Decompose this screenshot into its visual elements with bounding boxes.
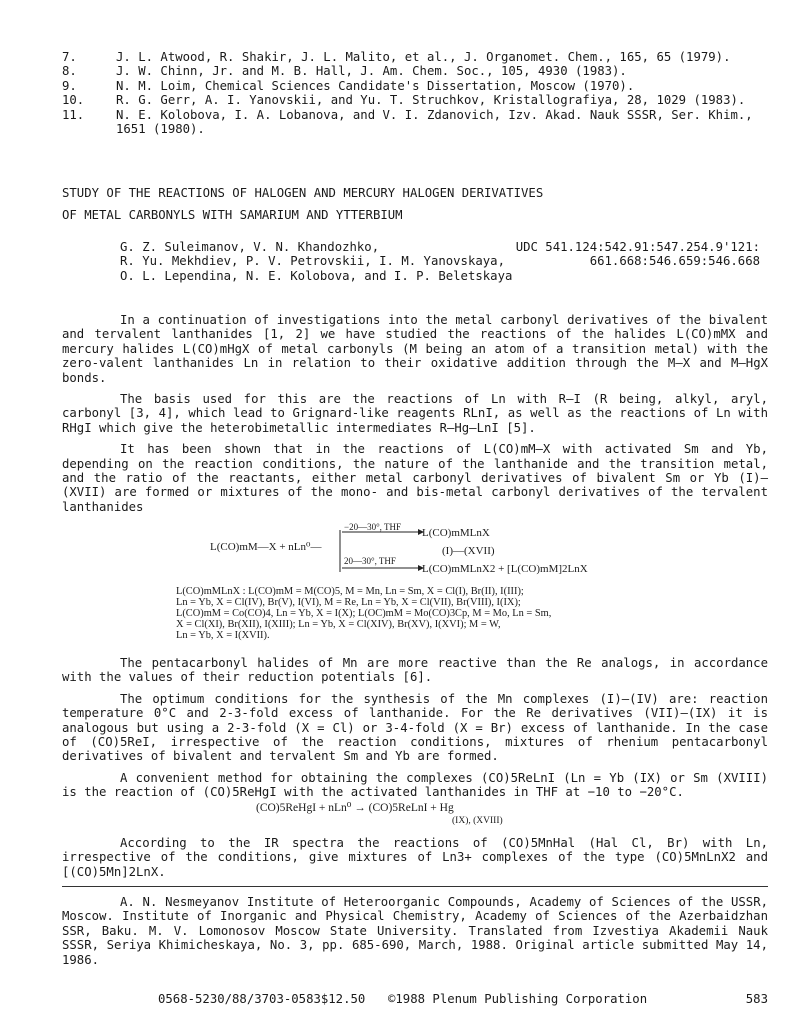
paragraph-reactivity: The pentacarbonyl halides of Mn are more reactive than the Re analogs, in accordance with the values of their reduction potentials [6]. xyxy=(62,656,768,685)
reference-text: R. G. Gerr, A. I. Yanovskii, and Yu. T. Struchkov, Kristallografiya, 28, 1029 (1983). xyxy=(116,93,746,108)
body-text-1 xyxy=(62,313,768,521)
reference-item xyxy=(62,50,762,64)
reference-text: N. M. Loim, Chemical Sciences Candidate's Dissertation, Moscow (1970). xyxy=(116,78,635,93)
paragraph-ir-spectra: According to the IR spectra the reactions of (CO)5MnHal (Hal Cl, Br) with Ln, irrespective of the conditions, give mixtures of Ln3+ complexes of the type (CO)5MnLnX2 and [(CO)5Mn]2LnX. xyxy=(62,836,768,879)
reference-item xyxy=(62,64,762,78)
reference-continuation: 1651 (1980). xyxy=(116,122,205,137)
paragraph-method: A convenient method for obtaining the complexes (CO)5ReLnI (Ln = Yb (IX) or Sm (XVIII) is the reaction of (CO)5ReHgI with the activated lanthanides in THF at −10 to −20°C. xyxy=(62,770,768,800)
paragraph-intro: In a continuation of investigations into the metal carbonyl derivatives of the bivalent and tervalent lanthanides [1, 2] we have studied the reactions of the halides L(CO)mMX and mercury halides L(CO)mHgX of metal carbonyls (M being an atom of a transition metal) with the zero-valent lanthanides Ln in relation to their oxidative addition through the M–X and M–HgX bonds. xyxy=(62,313,768,385)
authors-line-3: O. L. Lependina, N. E. Kolobova, and I. P. Beletskaya xyxy=(120,268,513,283)
reference-number: 9. xyxy=(62,78,77,93)
scheme-reactants: L(CO)mM—X + nLn⁰— xyxy=(210,541,322,553)
equation-labels: (IX), (XVIII) xyxy=(452,816,503,826)
scheme-condition-upper: −20—30°, THF xyxy=(344,522,402,532)
definition-line: L(CO)mM = Co(CO)4, Ln = Yb, X = I(X); L(OC)mM = Mo(CO)3Cp, M = Mo, Ln = Sm, xyxy=(176,608,552,619)
title-line-2: OF METAL CARBONYLS WITH SAMARIUM AND YTTERBIUM xyxy=(62,208,403,223)
reference-list xyxy=(62,50,762,136)
author-block xyxy=(120,240,760,283)
reaction-scheme xyxy=(202,520,632,580)
compound-definitions xyxy=(176,586,716,641)
article-code: 0568-5230/88/3703-0583$12.50 xyxy=(158,992,366,1006)
body-text-2 xyxy=(62,656,768,807)
reference-item xyxy=(62,108,762,122)
paragraph-conditions: The optimum conditions for the synthesis of the Mn complexes (I)–(IV) are: reaction temperature 0°C and 2-3-fold excess of lanthanide. For the Re derivatives (VII)–(IX) it is analogous but using a 2-3-fold (X = Cl) or 3-4-fold (X = Br) excess of lanthanide. In the case of (CO)5ReI, irrespective of the reaction conditions, mixtures of rhenium pentacarbonyl derivatives of bivalent and tervalent Sm and Yb are formed. xyxy=(62,691,768,764)
reference-text: N. E. Kolobova, I. A. Lobanova, and V. I. Zdanovich, Izv. Akad. Nauk SSSR, Ser. Khim., xyxy=(116,107,753,122)
body-text-3 xyxy=(62,836,768,886)
reaction-equation xyxy=(256,801,503,826)
page-number: 583 xyxy=(745,992,768,1006)
article-title xyxy=(62,186,762,231)
reference-number: 10. xyxy=(62,93,85,108)
equation-text: (CO)5ReHgI + nLn⁰ → (CO)5ReLnI + Hg xyxy=(256,802,454,814)
title-line-1: STUDY OF THE REACTIONS OF HALOGEN AND MERCURY HALOGEN DERIVATIVES xyxy=(62,186,544,200)
page-footer xyxy=(158,992,768,1006)
reference-number: 8. xyxy=(62,64,77,79)
reference-item xyxy=(62,79,762,93)
paragraph-basis: The basis used for this are the reactions of Ln with R–I (R being, alkyl, aryl, carbonyl [3, 4], which lead to Grignard-like reagents RLnI, as well as the reactions of Ln with RHgI which give the heterobimetallic intermediates R–Hg–LnI [5]. xyxy=(62,392,768,435)
definition-line: Ln = Yb, X = I(XVII). xyxy=(176,630,270,641)
udc-code-line-1: UDC 541.124:542.91:547.254.9'121: xyxy=(515,240,760,254)
scheme-compound-range: (I)—(XVII) xyxy=(442,545,495,557)
authors-line-2: R. Yu. Mekhdiev, P. V. Petrovskii, I. M. Yanovskaya, xyxy=(120,254,505,269)
scheme-product-lower: L(CO)mMLnX2 + [L(CO)mM]2LnX xyxy=(422,563,588,575)
reference-number: 7. xyxy=(62,50,77,64)
footnote-text: A. N. Nesmeyanov Institute of Heteroorganic Compounds, Academy of Sciences of the USSR, Moscow. Institute of Inorganic and Physical Chemistry, Academy of Sciences of the Azerbaidzhan SSR, Baku. M. V. Lomonosov Moscow State University. Translated from Izvestiya Akademii Nauk SSSR, Seriya Khimicheskaya, No. 3, pp. 685-690, March, 1988. Original article submitted May 14, 1986. xyxy=(62,895,768,967)
udc-code-line-2: 661.668:546.659:546.668 xyxy=(589,254,760,269)
scheme-condition-lower: 20—30°, THF xyxy=(344,556,396,566)
reference-text: J. W. Chinn, Jr. and M. B. Hall, J. Am. Chem. Soc., 105, 4930 (1983). xyxy=(116,64,627,79)
paragraph-reactions: It has been shown that in the reactions of L(CO)mM–X with activated Sm and Yb, depending on the reaction conditions, the nature of the lanthanide and the transition metal, and the ratio of the reactants, either metal carbonyl derivatives of bivalent Sm or Yb (I)–(XVII) are formed or mixtures of the mono- and bis-metal carbonyl derivatives of the tervalent lanthanides xyxy=(62,442,768,514)
definition-line: L(CO)mMLnX : L(CO)mM = M(CO)5, M = Mn, Ln = Sm, X = Cl(I), Br(II), I(III); xyxy=(176,586,524,597)
definition-line: X = Cl(XI), Br(XII), I(XIII); Ln = Yb, X = Cl(XIV), Br(XV), I(XVI); M = W, xyxy=(176,619,501,630)
reference-item xyxy=(62,93,762,107)
authors-line-1: G. Z. Suleimanov, V. N. Khandozhko, xyxy=(120,240,380,254)
reference-text: J. L. Atwood, R. Shakir, J. L. Malito, et al., J. Organomet. Chem., 165, 65 (1979). xyxy=(116,50,731,64)
reference-number: 11. xyxy=(62,107,85,122)
scheme-product-upper: L(CO)mMLnX xyxy=(422,527,490,539)
footnote-divider xyxy=(62,886,768,887)
definition-line: Ln = Yb, X = Cl(IV), Br(V), I(VI), M = Re, Ln = Yb, X = Cl(VII), Br(VIII), I(IX); xyxy=(176,597,521,608)
affiliation-footnote xyxy=(62,895,768,967)
copyright: ©1988 Plenum Publishing Corporation xyxy=(388,992,648,1006)
